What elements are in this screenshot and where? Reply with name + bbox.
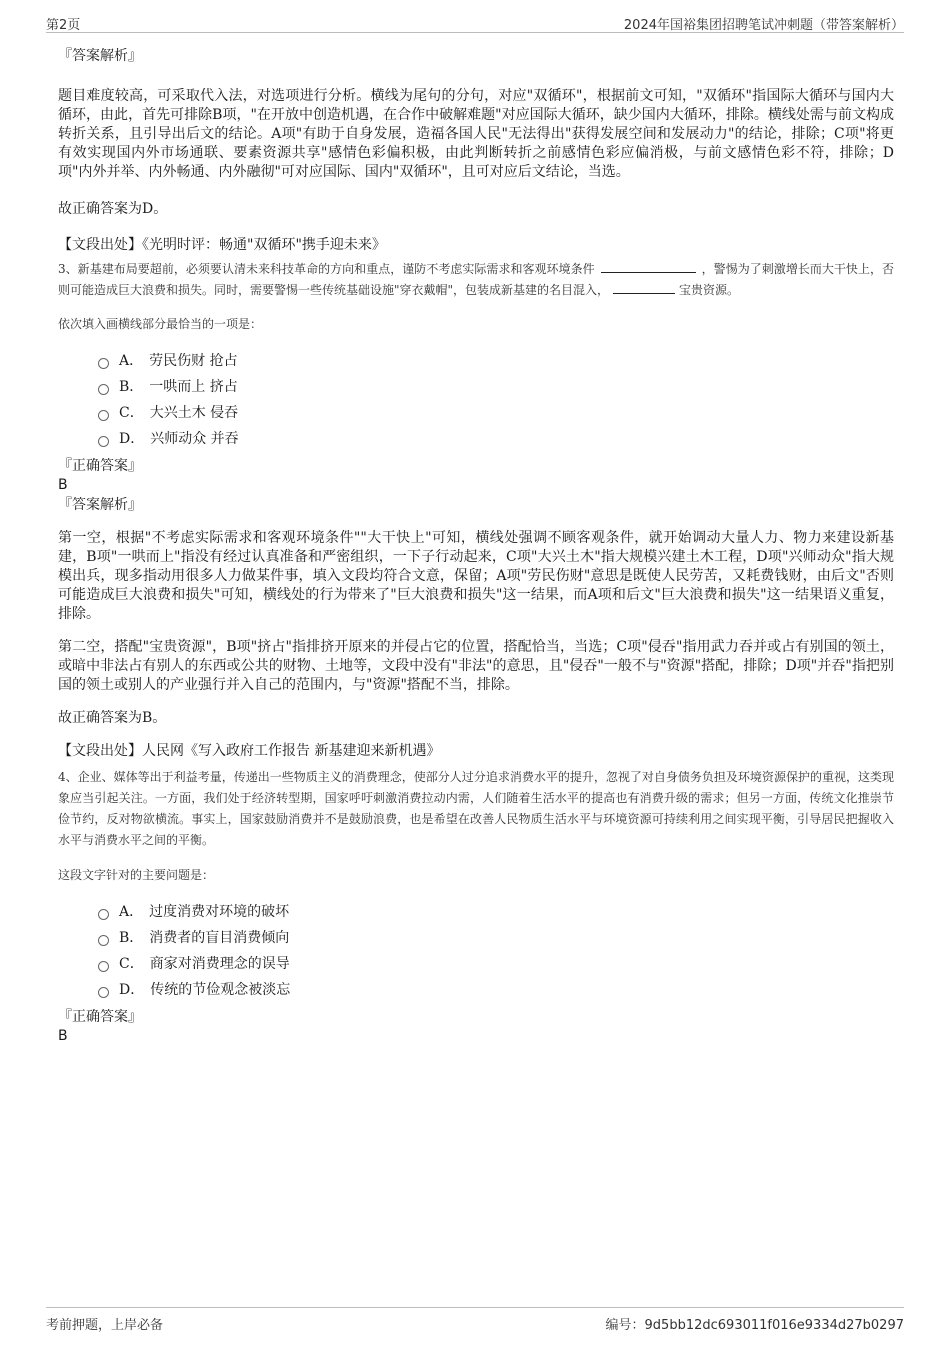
q3-answer: B: [58, 477, 68, 493]
option-letter: A．: [119, 353, 144, 369]
q4-option-d[interactable]: [58, 976, 894, 1002]
page-header: [46, 10, 904, 33]
page-footer: [46, 1307, 904, 1334]
q2-source: 【文段出处】《光明时评：畅通"双循环"携手迎未来》: [58, 237, 386, 253]
q4-option-b[interactable]: [58, 924, 894, 950]
option-text: 商家对消费理念的误导: [149, 956, 290, 972]
radio-icon[interactable]: [98, 987, 109, 998]
q3-analysis-p2: 第二空，搭配"宝贵资源"，B项"挤占"指排挤开原来的并侵占它的位置，搭配恰当，当选；C项"侵吞"指用武力吞并或占有别国的领土，或暗中非法占有别人的东西或公共的财物、土地等，文段中没有"非法"的意思，且"侵吞"一般不与"资源"搭配，排除；D项"并吞"指把别国的领土或别人的产业强行并入自己的范围内，与"资源"搭配不当，排除。: [58, 639, 894, 693]
option-letter: B．: [119, 379, 144, 395]
option-text: 兴师动众 并吞: [150, 431, 239, 447]
page-number: 第2页: [46, 18, 81, 33]
option-text: 传统的节俭观念被淡忘: [150, 982, 291, 998]
q3-option-d[interactable]: [58, 425, 894, 451]
q3-stem-part1: 3、新基建布局要超前，必须要认清未来科技革命的方向和重点，谨防不考虑实际需求和客观环境条件: [58, 262, 595, 276]
q3-option-a[interactable]: [58, 347, 894, 373]
document-title: 2024年国裕集团招聘笔试冲刺题（带答案解析）: [623, 18, 904, 33]
q3-source: 【文段出处】人民网《写入政府工作报告 新基建迎来新机遇》: [58, 743, 441, 759]
option-text: 劳民伤财 抢占: [149, 353, 238, 369]
q2-analysis-label: 『答案解析』: [58, 48, 142, 64]
q3-stem-part2: ，警惕为了刺激增长而大干快上，否则可能造成巨大浪费和损失。同时，需要警惕一些传统基础设施"穿衣戴帽"，包装成新基建的名目混入，: [58, 262, 894, 297]
q3-blank-2: [613, 281, 675, 294]
option-letter: A．: [119, 904, 144, 920]
q3-option-c[interactable]: [58, 399, 894, 425]
q3-option-b[interactable]: [58, 373, 894, 399]
option-letter: C．: [119, 956, 144, 972]
option-text: 大兴土木 侵吞: [149, 405, 239, 421]
q2-analysis-text: 题目难度较高，可采取代入法，对选项进行分析。横线为尾句的分句，对应"双循环"，根据前文可知，"双循环"指国际大循环与国内大循环，由此，首先可排除B项，"在开放中创造机遇，在合作中破解难题"对应国际大循环，缺少国内大循环，排除。横线处需与前文构成转折关系，且引导出后文的结论。A项"有助于自身发展，造福各国人民"无法得出"获得发展空间和发展动力"的结论，排除；C项"将更有效实现国内外市场通联、要素资源共享"感情色彩偏积极，由此判断转折之前感情色彩应偏消极，与前文感情色彩不符，排除；D项"内外并举、内外畅通、内外融彻"可对应国际、国内"双循环"，且可对应后文结论，当选。: [58, 88, 894, 180]
option-text: 一哄而上 挤占: [149, 379, 238, 395]
q4-answer-label: 『正确答案』: [58, 1009, 142, 1025]
option-text: 过度消费对环境的破坏: [149, 904, 290, 920]
q3-conclusion: 故正确答案为B。: [58, 710, 167, 726]
q3-analysis-p1: 第一空，根据"不考虑实际需求和客观环境条件""大干快上"可知，横线处强调不顾客观条件，就开始调动大量人力、物力来建设新基建，B项"一哄而上"指没有经过认真准备和严密组织，一下子行动起来，C项"大兴土木"指大规模兴建土木工程，D项"兴师动众"指大规模出兵，现多指动用很多人力做某件事，填入文段均符合文意，保留；A项"劳民伤财"意思是既使人民劳苦，又耗费钱财，由后文"否则可能造成巨大浪费和损失"可知，横线处的行为带来了"巨大浪费和损失"这一结果，而A项和后文"巨大浪费和损失"这一结果语义重复，排除。: [58, 530, 894, 622]
q3-stem: [58, 259, 894, 301]
q4-option-c[interactable]: [58, 950, 894, 976]
option-letter: C．: [119, 405, 144, 421]
main-content: [58, 42, 894, 1045]
q4-prompt: 这段文字针对的主要问题是：: [58, 868, 215, 882]
q3-options: [58, 347, 894, 451]
q3-analysis-label: 『答案解析』: [58, 497, 142, 513]
q4-options: [58, 898, 894, 1002]
q4-stem: 4、企业、媒体等出于利益考量，传递出一些物质主义的消费理念，使部分人过分追求消费水平的提升，忽视了对自身债务负担及环境资源保护的重视，这类现象应当引起关注。一方面，我们处于经济转型期，国家呼吁刺激消费拉动内需，人们随着生活水平的提高也有消费升级的需求；但另一方面，传统文化推崇节俭节约，反对物欲横流。事实上，国家鼓励消费并不是鼓励浪费，也是希望在改善人民物质生活水平与环境资源可持续利用之间实现平衡，引导居民把握收入水平与消费水平之间的平衡。: [58, 770, 894, 847]
radio-icon[interactable]: [98, 384, 109, 395]
option-letter: D．: [119, 982, 145, 998]
radio-icon[interactable]: [98, 909, 109, 920]
q3-prompt: 依次填入画横线部分最恰当的一项是：: [58, 317, 263, 331]
radio-icon[interactable]: [98, 436, 109, 447]
option-letter: D．: [119, 431, 145, 447]
q3-blank-1: [601, 260, 696, 273]
footer-slogan: 考前押题，上岸必备: [46, 1318, 164, 1333]
q3-answer-label: 『正确答案』: [58, 458, 142, 474]
q3-stem-part3: 宝贵资源。: [679, 283, 740, 297]
radio-icon[interactable]: [98, 935, 109, 946]
q4-option-a[interactable]: [58, 898, 894, 924]
footer-serial-number: 编号：9d5bb12dc693011f016e9334d27b0297: [605, 1318, 904, 1333]
q2-conclusion: 故正确答案为D。: [58, 201, 168, 217]
option-text: 消费者的盲目消费倾向: [149, 930, 290, 946]
q4-answer: B: [58, 1028, 68, 1044]
radio-icon[interactable]: [98, 410, 109, 421]
radio-icon[interactable]: [98, 961, 109, 972]
option-letter: B．: [119, 930, 144, 946]
radio-icon[interactable]: [98, 358, 109, 369]
